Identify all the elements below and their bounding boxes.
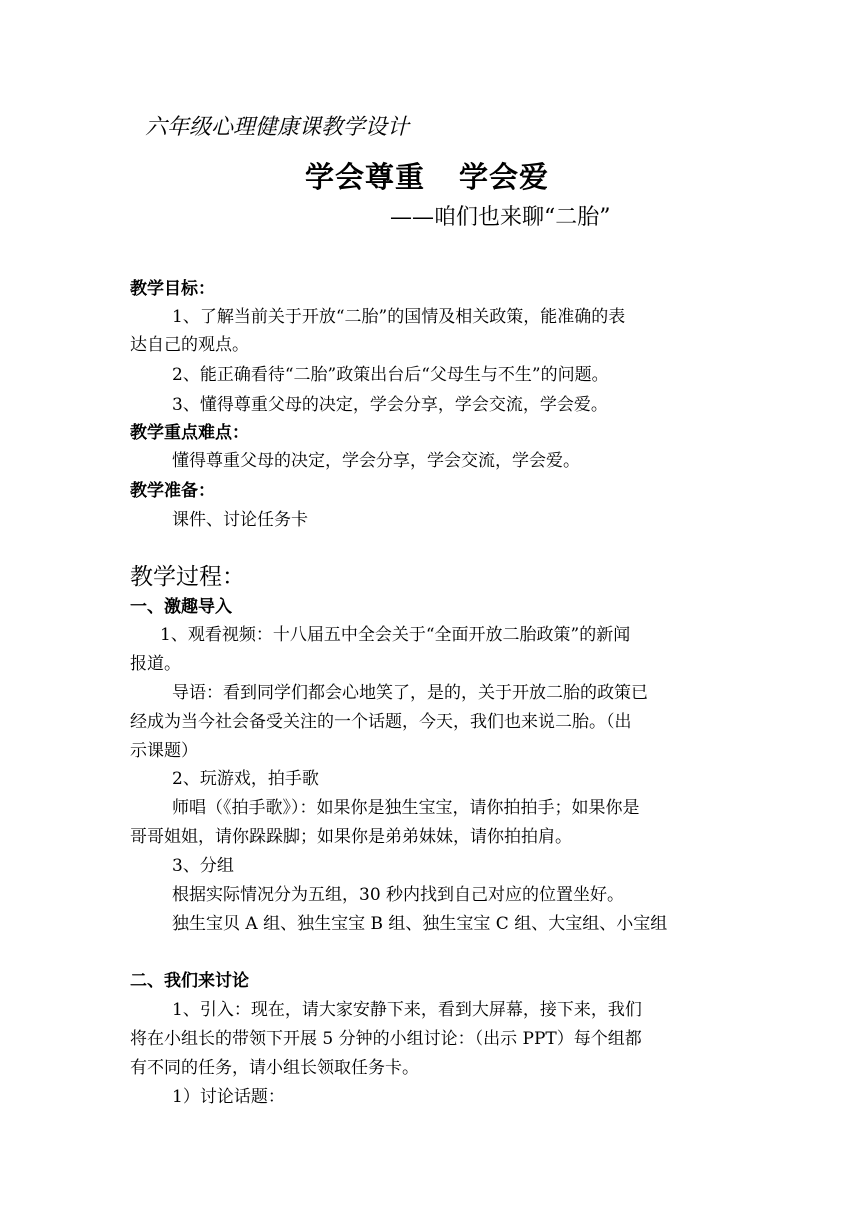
key-points-text: 懂得尊重父母的决定，学会分享，学会交流，学会爱。: [172, 451, 580, 471]
section1-step3: 3、分组: [172, 856, 234, 876]
objective-2: 2、能正确看待“二胎”政策出台后“父母生与不生”的问题。: [172, 365, 609, 385]
section1-guide-line1: 导语：看到同学们都会心地笑了，是的，关于开放二胎的政策已: [172, 683, 648, 703]
objective-1-line2: 达自己的观点。: [130, 335, 249, 355]
section2-intro-line2: 将在小组长的带领下开展 5 分钟的小组讨论：（出示 PPT）每个组都: [130, 1029, 642, 1049]
objectives-heading: 教学目标：: [130, 279, 215, 299]
section1-group-line2: 独生宝贝 A 组、独生宝宝 B 组、独生宝宝 C 组、大宝组、小宝组: [172, 914, 668, 934]
section1-guide-line2: 经成为当今社会备受关注的一个话题，今天，我们也来说二胎。（出: [130, 712, 632, 732]
key-points-heading: 教学重点难点：: [130, 423, 249, 443]
section1-heading: 一、激趣导入: [130, 597, 232, 617]
section1-step1-line2: 报道。: [130, 654, 181, 674]
section2-intro-line3: 有不同的任务，请小组长领取任务卡。: [130, 1058, 419, 1078]
course-title: 六年级心理健康课教学设计: [145, 115, 410, 140]
section1-group-line1: 根据实际情况分为五组，30 秒内找到自己对应的位置坐好。: [172, 885, 625, 905]
section2-heading: 二、我们来讨论: [130, 971, 249, 991]
section2-topic: 1）讨论话题：: [172, 1087, 285, 1107]
section1-step1-line1: 1、观看视频：十八届五中全会关于“全面开放二胎政策”的新闻: [160, 625, 631, 645]
preparation-heading: 教学准备：: [130, 481, 215, 501]
section1-step2: 2、玩游戏，拍手歌: [172, 769, 319, 789]
lesson-title-part2: 学会爱: [459, 160, 550, 194]
lesson-title-part1: 学会尊重: [305, 160, 426, 194]
section1-song-line2: 哥哥姐姐，请你跺跺脚；如果你是弟弟妹妹，请你拍拍肩。: [130, 827, 572, 847]
lesson-title: [305, 155, 549, 196]
objective-3: 3、懂得尊重父母的决定，学会分享，学会交流，学会爱。: [172, 395, 608, 415]
section1-guide-line3: 示课题）: [130, 741, 198, 761]
preparation-text: 课件、讨论任务卡: [172, 510, 308, 530]
section1-song-line1: 师唱（《拍手歌》）：如果你是独生宝宝，请你拍拍手；如果你是: [172, 798, 640, 818]
section2-intro-line1: 1、引入：现在，请大家安静下来，看到大屏幕，接下来，我们: [172, 1000, 642, 1020]
lesson-subtitle: ——咱们也来聊“二胎”: [390, 205, 611, 230]
process-heading: 教学过程：: [130, 564, 245, 590]
objective-1-line1: 1、了解当前关于开放“二胎”的国情及相关政策，能准确的表: [172, 307, 626, 327]
